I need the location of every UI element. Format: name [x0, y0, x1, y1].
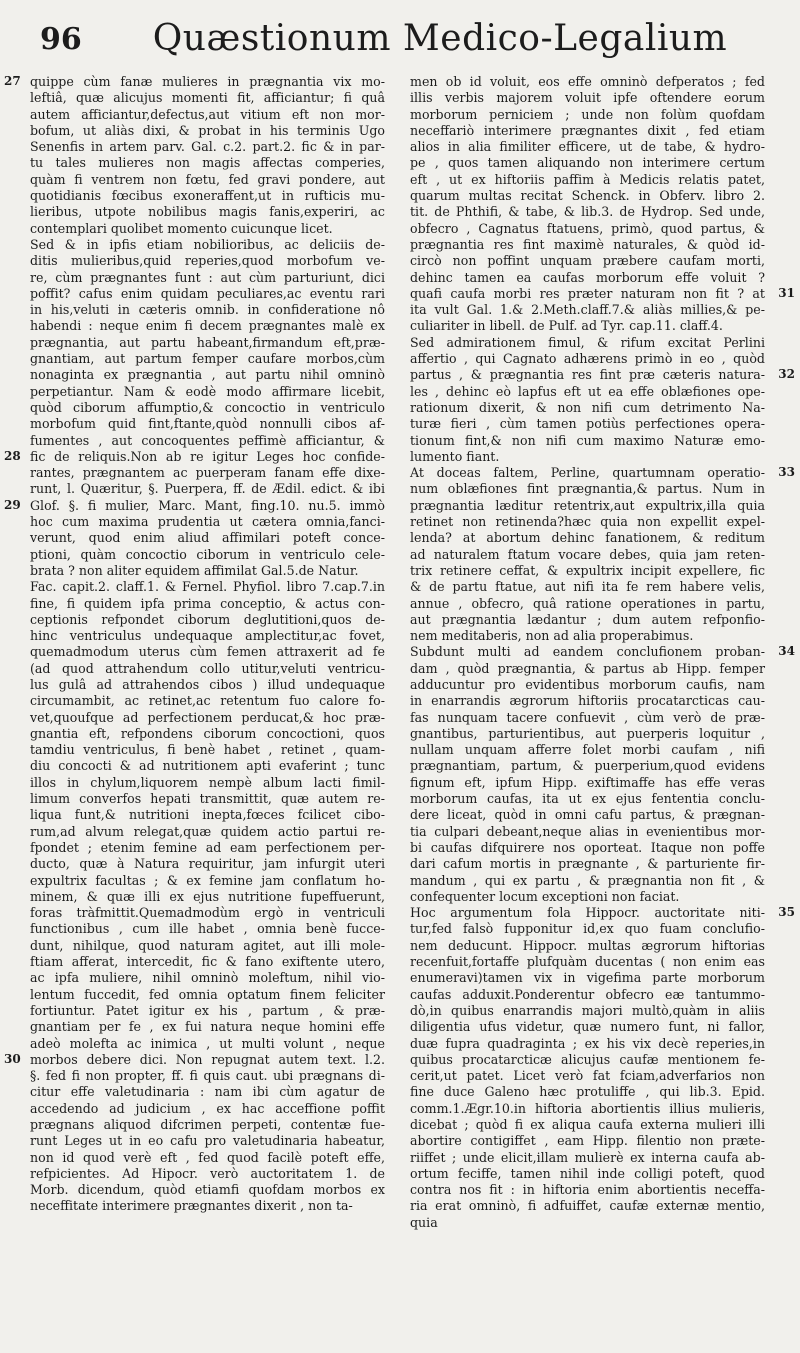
page-number: 96	[40, 22, 82, 57]
line-text: morborum perniciem ; unde non folùm quofdam	[410, 106, 765, 122]
line-text: ftiam afferat, intercedit, fic & fano exiftente utero,	[30, 954, 385, 970]
text-line	[30, 139, 385, 155]
text-line	[410, 710, 765, 726]
text-line	[30, 987, 385, 1003]
text-line	[410, 889, 765, 905]
line-text: prægnantia læditur retentrix,aut expultrix,illa quia	[410, 497, 765, 513]
line-text: tamdiu ventriculus, fi benè habet , retinet , quam-	[30, 742, 385, 758]
line-text: runt, l. Quæritur, §. Puerpera, ff. de Ædil. edict. & ibi	[30, 481, 385, 497]
text-line	[410, 1198, 765, 1214]
line-text: quàm fi ventrem non fœtu, fed gravi pondere, aut	[30, 171, 385, 187]
text-line	[30, 335, 385, 351]
text-line	[30, 351, 385, 367]
text-line	[410, 905, 795, 921]
line-text: leftiâ, quæ alicujus momenti fit, afficiantur; fi quâ	[30, 90, 385, 106]
line-text: gnantia eft, refpondens ciborum concoctioni, quos	[30, 725, 385, 741]
line-text: dicebat ; quòd fi ex aliqua caufa externa mulieri illi	[410, 1117, 765, 1132]
text-line	[30, 318, 385, 334]
line-text: alios in alia fimiliter efficere, ut de tabe, & hydro-	[410, 139, 765, 155]
line-text: gnantibus, parturientibus, aut puerperis loquitur ,	[410, 725, 765, 741]
text-line	[30, 596, 385, 612]
line-text: tit. de Phthifi, & tabe, & lib.3. de Hydrop. Sed unde,	[410, 204, 765, 220]
text-line	[410, 123, 765, 139]
line-text: hoc cum maxima prudentia ut cætera omnia,fanci-	[30, 514, 385, 530]
line-text: quibus procatarcticæ alicujus caufæ mentionem fe-	[410, 1051, 765, 1067]
text-line	[30, 856, 385, 872]
text-line	[410, 221, 765, 237]
text-line	[30, 1150, 385, 1166]
line-text: duæ fupra quadraginta ; ex his vix decè reperies,in	[410, 1035, 765, 1051]
text-line	[410, 1150, 765, 1166]
text-line	[410, 726, 765, 742]
text-line	[30, 905, 385, 921]
line-text: quotidianis fœcibus exoneraffent,ut in rufticis mu-	[30, 188, 385, 204]
margin-number: 31	[778, 285, 795, 300]
text-line	[30, 90, 385, 106]
line-text: citur effe valetudinaria : nam ibi cùm agatur de	[30, 1084, 385, 1100]
line-text: accedendo ad judicium , ex hac acceffione poffit	[30, 1100, 385, 1116]
text-line	[30, 221, 385, 237]
line-text: perpetiantur. Nam & eodè modo affirmare licebit,	[30, 383, 385, 399]
line-text: rationum dixerit, & non nifi cum detrimento Na-	[410, 399, 765, 415]
line-text: tur,fed falsò fupponitur id,ex quo fuam conclufio-	[410, 921, 765, 937]
text-line	[410, 1068, 765, 1084]
text-line	[30, 302, 385, 318]
text-line	[30, 612, 385, 628]
line-text: prægnantia res fint maximè naturales, & quòd id-	[410, 236, 765, 252]
line-text: (ad quod attrahendum collo utitur,veluti ventricu-	[30, 660, 385, 676]
text-line	[410, 1084, 765, 1100]
line-text: dehinc tamen ea caufas morborum effe voluit ?	[410, 269, 765, 285]
text-line	[410, 302, 765, 318]
line-text: hinc ventriculus undequaque amplectitur,ac fovet,	[30, 628, 385, 644]
line-text: fic de reliquis.Non ab re igitur Leges hoc confide-	[30, 448, 385, 464]
line-text: riiffet ; unde elicit,illam mulierè ex interna caufa ab-	[410, 1149, 765, 1165]
line-text: Subdunt multi ad eandem conclufionem proban-	[410, 644, 765, 660]
line-text: morbos debere dici. Non repugnat autem text. l.2.	[30, 1051, 385, 1067]
text-line	[410, 921, 765, 937]
text-line	[410, 579, 765, 595]
text-line	[410, 155, 765, 171]
line-text: prægnantiam, partum, & puerperium,quod evidens	[410, 758, 765, 774]
text-line	[30, 237, 385, 253]
line-text: diu concocti & ad nutritionem apti evaferint ; tunc	[30, 758, 385, 774]
text-line	[30, 807, 385, 823]
text-line	[410, 188, 765, 204]
text-line	[410, 335, 765, 351]
text-line	[410, 856, 765, 872]
line-text: comm.1.Ægr.10.in hiftoria abortientis illius mulieris,	[410, 1100, 765, 1116]
line-text: ita vult Gal. 1.& 2.Meth.claff.7.& aliàs millies,& pe-	[410, 302, 765, 318]
text-line	[410, 1101, 765, 1117]
line-text: nonaginta ex prægnantia , aut partu nihil omninò	[30, 367, 385, 383]
line-text: lieribus, utpote nobilibus magis fanis,experiri, ac	[30, 204, 385, 220]
line-text: quòd ciborum affumptio,& concoctio in ventriculo	[30, 399, 385, 415]
line-text: retinet non retinenda?hæc quia non expellit expel-	[410, 514, 765, 530]
line-text: partus , & prægnantia res fint præ cæteris natura-	[410, 367, 765, 383]
line-text: Senenfis in artem parv. Gal. c.2. part.2. fic & in par-	[30, 139, 385, 155]
right-column	[410, 74, 795, 1231]
line-text: dere liceat, quòd in omni cafu partus, & prægnan-	[410, 807, 765, 823]
text-line	[30, 921, 385, 937]
text-line	[410, 970, 765, 986]
line-text: gnantiam, aut partum femper caufare morbos,cùm	[30, 351, 385, 367]
line-text: fine duce Galeno hæc protuliffe , qui lib.3. Epid.	[410, 1084, 765, 1100]
text-line	[30, 123, 385, 139]
text-line	[30, 661, 385, 677]
text-line	[410, 433, 765, 449]
text-line	[4, 448, 385, 465]
text-line	[30, 1166, 385, 1182]
line-text: affertio , qui Cagnato adhærens primò in eo , quòd	[410, 351, 765, 367]
line-text: foras tràfmittit.Quemadmodùm ergò in ventriculi	[30, 905, 385, 921]
text-line	[410, 400, 765, 416]
line-text: ad naturalem ftatum vocare debes, quia jam reten-	[410, 546, 765, 562]
line-text: dò,in quibus enarrandis majori multò,quàm in aliis	[410, 1002, 765, 1018]
text-line	[410, 90, 765, 106]
text-line	[30, 1036, 385, 1052]
line-text: mandum , qui ex partu , & prægnantia non fit , &	[410, 872, 765, 888]
margin-number: 33	[778, 465, 795, 480]
line-text: quarum multas recitat Schenck. in Obferv. libro 2.	[410, 188, 765, 204]
text-line	[410, 954, 765, 970]
text-line	[410, 139, 765, 155]
margin-number: 28	[4, 448, 21, 463]
line-text: prægnans aliquod difcrimen perpeti, contentæ fue-	[30, 1117, 385, 1132]
line-text: in his,veluti in cæteris omnib. in confideratione nô	[30, 302, 385, 318]
line-text: dunt, nihilque, quod naturam agitet, aut illi mole-	[30, 937, 385, 953]
line-text: vet,quoufque ad perfectionem perducat,& hoc præ-	[30, 709, 385, 725]
line-text: liqua funt,& nutritioni inepta,fœces fcilicet cibo-	[30, 807, 385, 823]
text-line	[30, 840, 385, 856]
line-text: men ob id voluit, eos effe omninò defperatos ; fed	[410, 74, 765, 89]
text-line	[410, 1182, 765, 1198]
text-line	[30, 188, 385, 204]
text-line	[30, 726, 385, 742]
margin-number: 27	[4, 74, 21, 88]
line-text: nullam unquam afferre folet morbi caufam , nifi	[410, 742, 765, 758]
text-line	[30, 1133, 385, 1149]
text-line	[410, 481, 765, 497]
line-text: verunt, quod enim aliud affimilari poteft conce-	[30, 530, 385, 546]
text-line	[30, 1003, 385, 1019]
line-text: lus gulâ ad attrahendos cibos ) illud undequaque	[30, 676, 385, 692]
text-line	[4, 497, 385, 514]
line-text: adeò molefta ac inimica , ut multi volunt , neque	[30, 1035, 385, 1051]
line-text: num oblæfiones fint prægnantia,& partus. Num in	[410, 481, 765, 497]
text-line	[410, 987, 765, 1003]
text-line	[30, 384, 385, 400]
line-text: circumambit, ac retinet,ac retentum fuo calore fo-	[30, 693, 385, 709]
line-text: gnantiam per fe , ex fui natura neque homini effe	[30, 1019, 385, 1035]
text-line	[4, 1051, 385, 1068]
text-line	[30, 433, 385, 449]
text-line	[30, 579, 385, 595]
line-text: obfecro , Cagnatus ftatuens, primò, quod partus, &	[410, 220, 765, 236]
margin-number: 34	[778, 644, 795, 659]
text-line	[30, 547, 385, 563]
text-line	[410, 840, 765, 856]
text-line	[30, 710, 385, 726]
text-line	[410, 204, 765, 220]
line-text: Hoc argumentum fola Hippocr. auctoritate niti-	[410, 905, 765, 921]
line-text: fas nunquam tacere confuevit , cùm verò de præ-	[410, 709, 765, 725]
text-line	[410, 416, 765, 432]
text-line	[30, 270, 385, 286]
line-text: neceffariò interimere prægnantes dixit , fed etiam	[410, 122, 765, 138]
text-line	[410, 873, 765, 889]
line-text: ditis mulieribus,quid reperies,quod morbofum ve-	[30, 253, 385, 269]
text-line	[410, 465, 795, 481]
line-text: fortiuntur. Patet igitur ex his , partum , & præ-	[30, 1002, 385, 1018]
text-line	[30, 889, 385, 905]
text-line	[30, 107, 385, 123]
line-text: neceffitate interimere prægnantes dixerit , non ta-	[30, 1198, 353, 1214]
line-text: re, cùm prægnantes funt : aut cùm parturiunt, dici	[30, 269, 385, 285]
text-line	[30, 628, 385, 644]
line-text: dari cafum mortis in prægnante , & parturiente fir-	[410, 856, 765, 872]
text-line	[410, 1052, 765, 1068]
text-line	[30, 742, 385, 758]
line-text: turæ fieri , cùm tamen potiùs perfectiones opera-	[410, 416, 765, 432]
text-line	[30, 416, 385, 432]
line-text: pe , quos tamen aliquando non interimere certum	[410, 155, 765, 171]
text-line	[410, 107, 765, 123]
text-line	[410, 596, 765, 612]
margin-number: 29	[4, 497, 21, 512]
text-line	[30, 873, 385, 889]
line-text: habendi : neque enim fi decem prægnantes malè ex	[30, 318, 385, 334]
text-line	[410, 547, 765, 563]
text-line	[410, 644, 795, 660]
text-line	[30, 775, 385, 791]
line-text: confequenter locum exceptioni non faciat.	[410, 888, 680, 904]
line-text: culiariter in libell. de Pulf. ad Tyr. cap.11. claff.4.	[410, 318, 723, 334]
line-text: Sed & in ipfis etiam nobilioribus, ac deliciis de-	[30, 236, 385, 252]
line-text: §. fed fi non propter, ff. fi quis caut. ubi prægnans di-	[30, 1068, 385, 1084]
text-line	[410, 449, 765, 465]
text-line	[4, 74, 385, 90]
page-header	[0, 18, 800, 66]
text-line	[30, 563, 385, 579]
line-text: runt Leges ut in eo cafu pro valetudinaria habeatur,	[30, 1133, 385, 1149]
text-line	[30, 791, 385, 807]
line-text: minem, & quæ illi ex ejus nutritione fupeffuerunt,	[30, 888, 385, 904]
line-text: nem deducunt. Hippocr. multas ægrorum hiftorias	[410, 937, 765, 953]
line-text: morbofum quid fint,ftante,quòd nonnulli cibos af-	[30, 416, 385, 432]
text-line	[30, 400, 385, 416]
text-line	[410, 1166, 765, 1182]
line-text: fpondet ; etenim femine ad eam perfectionem per-	[30, 839, 385, 855]
text-line	[410, 530, 765, 546]
line-text: expultrix facultas ; & ex femine jam conflatum ho-	[30, 872, 385, 888]
text-line	[410, 237, 765, 253]
text-line	[410, 172, 765, 188]
line-text: ducto, quæ à Natura requiritur, jam infurgit uteri	[30, 856, 385, 872]
line-text: ceptionis refpondet ciborum deglutitioni,quos de-	[30, 611, 385, 627]
running-head: Quæstionum Medico-Legalium	[152, 18, 728, 59]
line-text: quemadmodum uterus cùm femen attraxerit ad fe	[30, 644, 385, 660]
text-line	[410, 563, 765, 579]
line-text: fumentes , aut concoquentes peffimè afficiantur, &	[30, 432, 385, 448]
text-line	[410, 1019, 765, 1035]
line-text: ptioni, quàm concoctio ciborum in ventriculo cele-	[30, 546, 385, 562]
text-line	[30, 1084, 385, 1100]
margin-number: 35	[778, 905, 795, 920]
text-line	[410, 285, 795, 302]
line-text: ria erat omninò, fi adfuiffet, caufæ externæ mentio,	[410, 1198, 765, 1214]
text-line	[410, 661, 765, 677]
line-text: eft , ut ex hiftoriis paffim à Medicis relatis patet,	[410, 171, 765, 187]
text-line	[30, 286, 385, 302]
line-text: tionum fint,& non nifi cum maximo Naturæ emo-	[410, 432, 765, 448]
text-line	[30, 938, 385, 954]
text-line	[30, 514, 385, 530]
text-line	[30, 1019, 385, 1035]
text-line	[410, 824, 765, 840]
line-text: quafi caufa morbi res præter naturam non fit ? at	[410, 285, 765, 301]
text-line	[410, 693, 765, 709]
text-line	[30, 954, 385, 970]
line-text: lumento fiant.	[410, 448, 500, 464]
text-line	[410, 938, 765, 954]
text-line	[410, 270, 765, 286]
text-line	[410, 498, 765, 514]
line-text: dam , quòd prægnantia, & partus ab Hipp. femper	[410, 660, 765, 676]
line-text: brata ? non aliter equidem affimilat Gal.5.de Natur.	[30, 562, 359, 578]
line-text: caufas adduxit.Ponderentur obfecro eæ tantummo-	[410, 986, 765, 1002]
text-line	[410, 807, 765, 823]
text-line	[410, 514, 765, 530]
text-line	[30, 155, 385, 171]
text-line	[30, 172, 385, 188]
line-text: illis verbis majorem voluit ipfe oftendere eorum	[410, 90, 765, 106]
margin-number: 30	[4, 1051, 21, 1066]
line-text: recenfuit,fortaffe plufquàm ducentas ( non enim eas	[410, 954, 765, 970]
line-text: Morb. dicendum, quòd etiamfi quofdam morbos ex	[30, 1182, 385, 1198]
text-line	[30, 1117, 385, 1133]
text-line	[30, 758, 385, 774]
text-line	[30, 530, 385, 546]
line-text: morborum caufas, ita ut ex ejus fententia conclu-	[410, 791, 765, 807]
line-text: refpicientes. Ad Hipocr. verò auctoritatem 1. de	[30, 1165, 385, 1181]
text-line	[410, 1133, 765, 1149]
line-text: lentum fuccedit, fed omnia optatum finem feliciter	[30, 986, 385, 1002]
text-line	[30, 465, 385, 481]
line-text: diligentia ufus videtur, quæ numero funt, ni fallor,	[410, 1019, 765, 1035]
line-text: trix retinere ceffat, & expultrix incipit expellere, fic	[410, 562, 765, 578]
line-text: rantes, prægnantem ac puerperam fanam effe dixe-	[30, 465, 385, 481]
text-line	[30, 367, 385, 383]
text-line	[30, 1101, 385, 1117]
text-line	[30, 677, 385, 693]
text-line	[410, 742, 765, 758]
line-text: functionibus , cum ille habet , omnia benè fucce-	[30, 921, 385, 937]
text-line	[410, 677, 765, 693]
text-line	[410, 1036, 765, 1052]
line-text: ortum feciffe, tamen nihil inde colligi poteft, quod	[410, 1165, 765, 1181]
line-text: enumeravi)tamen vix in vigefima parte morborum	[410, 970, 765, 986]
line-text: adducuntur pro evidentibus morborum caufis, nam	[410, 676, 765, 692]
line-text: illos in chylum,liquorem nempè album lacti fimil-	[30, 774, 385, 790]
text-line	[410, 384, 765, 400]
text-line	[410, 318, 765, 334]
line-text: limum converfos hepati transmittit, quæ autem re-	[30, 791, 385, 807]
text-line	[30, 970, 385, 986]
line-text: lenda? at abortum dehinc fanationem, & reditum	[410, 530, 765, 546]
line-text: non id quod verè eft , fed quod facilè poteft effe,	[30, 1149, 385, 1165]
text-line	[30, 824, 385, 840]
text-line	[30, 204, 385, 220]
text-line	[410, 351, 765, 367]
line-text: quia	[410, 1214, 438, 1230]
line-text: contemplari quolibet momento cuicunque licet.	[30, 220, 333, 236]
line-text: rum,ad alvum relegat,quæ quidem actio partui re-	[30, 823, 385, 839]
line-text: poffit? cafus enim quidam peculiares,ac eventu rari	[30, 285, 385, 301]
text-line	[410, 1215, 765, 1231]
text-line	[30, 1182, 385, 1198]
line-text: Glof. §. fi mulier, Marc. Mant, fing.10. nu.5. immò	[30, 497, 385, 513]
line-text: Sed admirationem fimul, & rifum excitat Perlini	[410, 334, 765, 350]
line-text: bi caufas difquirere nos oporteat. Itaque non poffe	[410, 839, 765, 855]
line-text: abortire contigiffet , eam Hipp. filentio non præte-	[410, 1133, 765, 1149]
text-line	[410, 367, 795, 383]
text-line	[410, 758, 765, 774]
line-text: tu tales mulieres non magis affectas comperies,	[30, 155, 385, 171]
text-line	[30, 481, 385, 497]
text-line	[410, 1117, 765, 1133]
text-line	[30, 693, 385, 709]
text-line	[30, 1068, 385, 1084]
line-text: les , dehinc eò lapfus eft ut ea effe oblæfiones ope-	[410, 383, 765, 399]
line-text: aut prægnantia lædantur ; dum autem refponfio-	[410, 611, 765, 627]
line-text: Fac. capit.2. claff.1. & Fernel. Phyfiol. libro 7.cap.7.in	[30, 579, 385, 595]
text-line	[410, 775, 765, 791]
line-text: annue , obfecro, quâ ratione operationes in partu,	[410, 595, 765, 611]
text-line	[30, 253, 385, 269]
line-text: ac ipfa muliere, nihil omninò moleftum, nihil vio-	[30, 970, 385, 986]
line-text: bofum, ut aliàs dixi, & probat in his terminis Ugo	[30, 122, 385, 138]
margin-number: 32	[778, 367, 795, 382]
text-line	[410, 628, 765, 644]
text-line	[410, 74, 765, 90]
text-line	[30, 1198, 385, 1214]
line-text: cerit,ut patet. Licet verò fat fciam,adverfarios non	[410, 1068, 765, 1084]
text-line	[410, 253, 765, 269]
line-text: & de partu ftatue, aut nifi ita fe rem habere velis,	[410, 579, 765, 595]
text-line	[410, 791, 765, 807]
text-line	[410, 612, 765, 628]
line-text: quippe cùm fanæ mulieres in prægnantia vix mo-	[30, 74, 385, 89]
line-text: At doceas faltem, Perline, quartumnam operatio-	[410, 465, 765, 481]
line-text: fine, fi quidem ipfa prima conceptio, & actus con-	[30, 595, 385, 611]
line-text: tia culpari debeant,neque alias in evenientibus mor-	[410, 823, 765, 839]
left-column	[4, 74, 385, 1215]
line-text: circò non poffint unquam præbere caufam morti,	[410, 253, 765, 269]
text-line	[410, 1003, 765, 1019]
line-text: prægnantia, aut partu habeant,firmandum eft,præ-	[30, 334, 385, 350]
line-text: fignum eft, ipfum Hipp. exiftimaffe has effe veras	[410, 774, 765, 790]
line-text: autem afficiantur,defectus,aut vitium eft non mor-	[30, 106, 385, 122]
line-text: contra nos fit : in hiftoria enim abortientis neceffa-	[410, 1182, 765, 1198]
line-text: nem meditaberis, non ad alia properabimus.	[410, 628, 694, 644]
text-line	[30, 644, 385, 660]
line-text: in enarrandis ægrorum hiftoriis procatarcticas cau-	[410, 693, 765, 709]
